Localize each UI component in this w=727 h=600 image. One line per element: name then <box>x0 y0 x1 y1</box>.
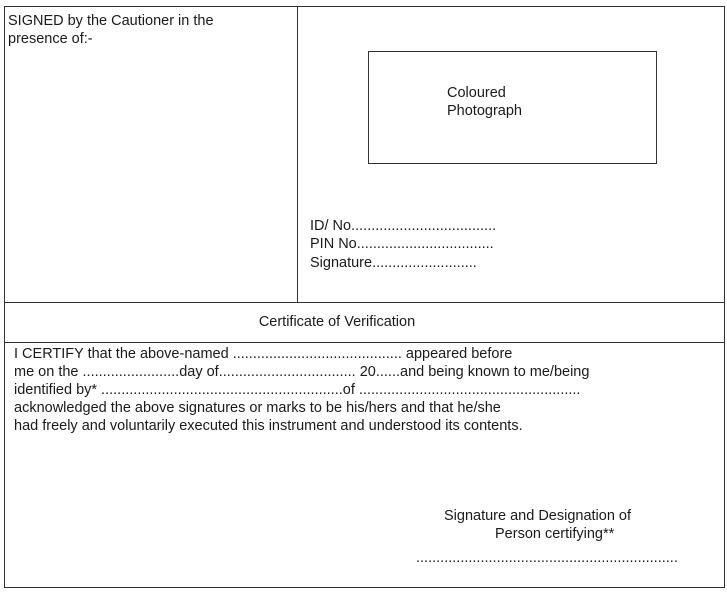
certificate-title: Certificate of Verification <box>258 314 416 330</box>
certificate-title-divider <box>4 342 725 343</box>
certifier-label-line-2: Person certifying** <box>495 526 615 542</box>
photo-label: Coloured Photograph <box>447 85 522 119</box>
certifier-signature-line: ................................................................. <box>416 550 678 566</box>
certificate-line-2: me on the ........................day of.................................. 20......and being known to me/being <box>14 364 590 380</box>
top-section-column-divider <box>297 6 298 302</box>
certificate-line-5: had freely and voluntarily executed this instrument and understood its contents. <box>14 418 523 434</box>
certificate-line-4: acknowledged the above signatures or marks to be his/hers and that he/she <box>14 400 501 416</box>
certifier-label-line-1: Signature and Designation of <box>444 508 632 524</box>
pin-number-field: PIN No.................................. <box>310 236 494 252</box>
id-number-field: ID/ No.................................... <box>310 218 497 234</box>
cautioner-signature-field: Signature.......................... <box>310 255 477 271</box>
certificate-line-1: I CERTIFY that the above-named .......................................... appeared before <box>14 346 513 362</box>
witness-label: SIGNED by the Cautioner in the presence of:- <box>8 13 214 47</box>
top-section-bottom-divider <box>4 302 725 303</box>
certificate-line-3: identified by* ............................................................of ....................................................... <box>14 382 581 398</box>
